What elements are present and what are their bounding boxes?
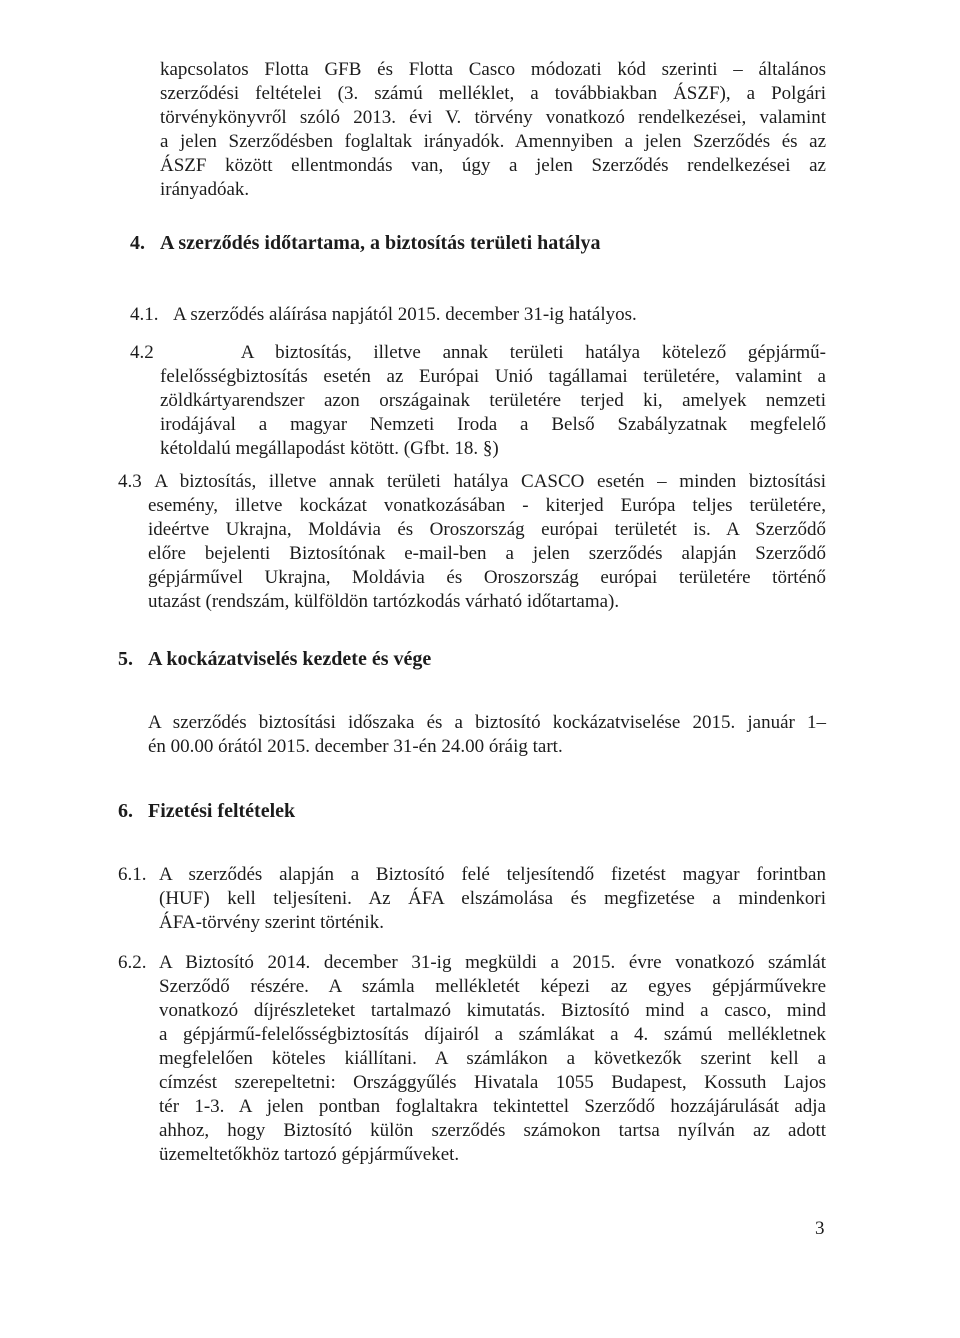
section-number: 5. — [118, 648, 133, 670]
clause-body — [159, 951, 826, 1167]
text-line: irányadóak. — [160, 179, 250, 200]
clause-number: 4.2 — [130, 342, 154, 363]
section-title: A szerződés időtartama, a biztosítás területi hatálya — [160, 232, 601, 254]
text-line: szerződési feltételei (3. számú melléklet, a továbbiakban ÁSZF), a Polgári — [160, 83, 826, 104]
text-line: kétoldalú megállapodást kötött. (Gfbt. 18. §) — [160, 438, 499, 459]
text-line: (HUF) kell teljesíteni. Az ÁFA elszámolása és megfizetése a mindenkori — [159, 888, 826, 909]
clause-body — [148, 494, 826, 614]
section-title: A kockázatviselés kezdete és vége — [148, 648, 432, 670]
text-line: üzemeltetőkhöz tartozó gépjárműveket. — [159, 1144, 460, 1165]
section-number: 4. — [130, 232, 145, 254]
text-line: ÁFA-törvény szerint történik. — [159, 912, 384, 933]
text-line: törvénykönyvről szóló 2013. évi V. törvény vonatkozó rendelkezései, valamint — [160, 107, 826, 128]
text-line: előre bejelenti Biztosítónak e-mail-ben a jelen szerződés alapján Szerződő — [148, 543, 826, 564]
text-line: A szerződés biztosítási időszaka és a biztosító kockázatviselése 2015. január 1– — [148, 712, 826, 733]
clause-text: A biztosítás, illetve annak területi hatálya kötelező gépjármű- — [240, 342, 827, 363]
section-title: Fizetési feltételek — [148, 800, 296, 822]
clause-number: 6.2. — [118, 952, 147, 973]
section-6-heading — [118, 798, 295, 824]
text-line: címzést szerepeltetni: Országgyűlés Hivatala 1055 Budapest, Kossuth Lajos — [159, 1072, 826, 1093]
clause-body — [159, 863, 826, 935]
text-line: ideértve Ukrajna, Moldávia és Oroszország európai területét is. A Szerződő — [148, 519, 826, 540]
clause-body — [160, 365, 826, 461]
text-line: gépjárművel Ukrajna, Moldávia és Oroszország európai területére történő — [148, 567, 826, 588]
clause-text: A szerződés aláírása napjától 2015. december 31-ig hatályos. — [173, 304, 637, 325]
intro-paragraph — [160, 58, 826, 202]
clause-number: 4.3 — [118, 471, 142, 492]
clause-4-1 — [130, 303, 637, 327]
clause-4-3 — [118, 470, 826, 614]
text-line: A Biztosító 2014. december 31-ig megküldi a 2015. évre vonatkozó számlát — [159, 952, 826, 973]
text-line: tér 1-3. A jelen pontban foglaltakra tekintettel Szerződő hozzájárulását adja — [159, 1096, 826, 1117]
section-4-heading — [130, 230, 600, 256]
text-line: kapcsolatos Flotta GFB és Flotta Casco módozati kód szerinti – általános — [160, 59, 826, 80]
text-line: zöldkártyarendszer azon országainak területére terjed ki, amelyek nemzeti — [160, 390, 826, 411]
clause-4-2 — [130, 341, 826, 461]
text-line: utazást (rendszám, külföldön tartózkodás várható időtartama). — [148, 591, 620, 612]
clause-number: 6.1. — [118, 864, 147, 885]
section-5-heading — [118, 646, 431, 672]
text-line: Szerződő részére. A számla mellékletét képezi az egyes gépjárművekre — [159, 976, 826, 997]
text-line: vonatkozó díjrészleteket tartalmazó kimutatás. Biztosító mind a casco, mind — [159, 1000, 826, 1021]
text-line: A szerződés alapján a Biztosító felé teljesítendő fizetést magyar forintban — [159, 864, 826, 885]
section-number: 6. — [118, 800, 133, 822]
text-line: megfelelően köteles kiállítani. A számlákon a következők szerint kell a — [159, 1048, 826, 1069]
text-line: a gépjármű-felelősségbiztosítás díjairól a számlákat a 4. számú mellékletnek — [159, 1024, 826, 1045]
text-line: esemény, illetve kockázat vonatkozásában - kiterjed Európa teljes területére, — [148, 495, 826, 516]
text-line: ahhoz, hogy Biztosító külön szerződés számokon tartsa nyílván az adott — [159, 1120, 826, 1141]
page-number: 3 — [815, 1218, 825, 1239]
clause-6-2 — [118, 951, 826, 1167]
text-line: ÁSZF között ellentmondás van, úgy a jelen Szerződés rendelkezései az — [160, 155, 826, 176]
section-5-paragraph — [148, 711, 826, 759]
text-line: felelősségbiztosítás esetén az Európai Unió tagállamai területére, valamint a — [160, 366, 826, 387]
clause-6-1 — [118, 863, 826, 935]
clause-number: 4.1. — [130, 304, 159, 325]
text-line — [130, 341, 826, 365]
text-line — [118, 470, 826, 494]
text-line: a jelen Szerződésben foglaltak irányadók. Amennyiben a jelen Szerződés és az — [160, 131, 826, 152]
text-line: én 00.00 órától 2015. december 31-én 24.00 óráig tart. — [148, 736, 563, 757]
clause-text: A biztosítás, illetve annak területi hatálya CASCO esetén – minden biztosítási — [154, 471, 826, 492]
text-line: irodájával a magyar Nemzeti Iroda a Belső Szabályzatnak megfelelő — [160, 414, 826, 435]
